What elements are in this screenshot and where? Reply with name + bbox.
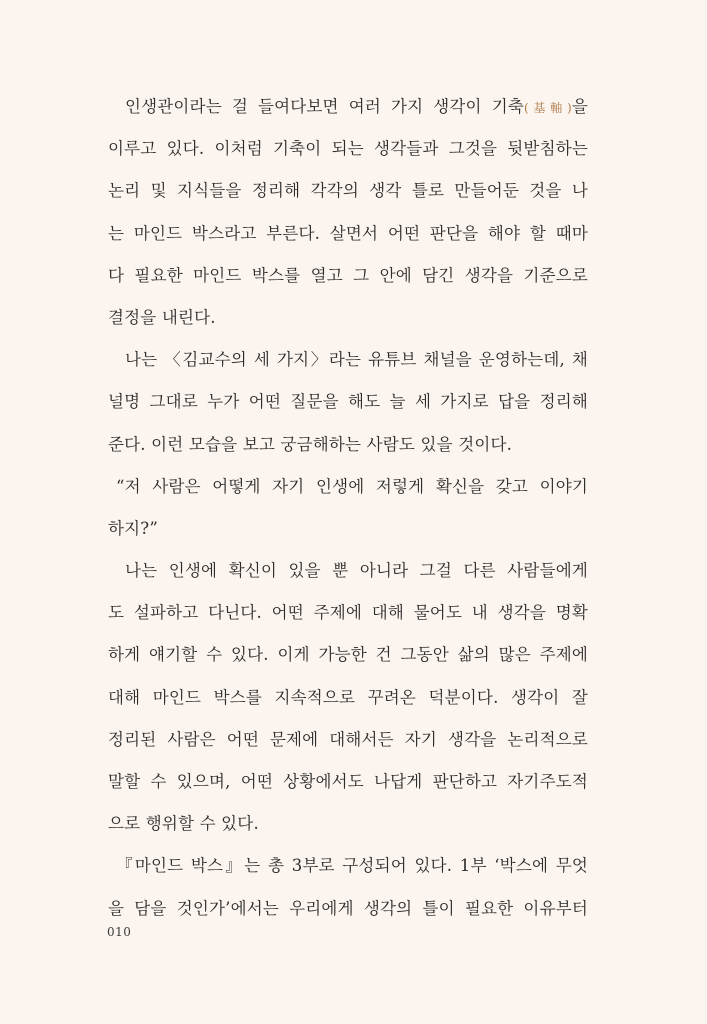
paragraph-line: 나는 인생에 확신이 있을 뿐 아니라 그걸 다른 사람들에게 <box>125 561 588 581</box>
paragraph-line: 다 필요한 마인드 박스를 열고 그 안에 담긴 생각을 기준으로 <box>108 265 588 285</box>
paragraph-line: 이루고 있다. 이처럼 기축이 되는 생각들과 그것을 뒷받침하는 <box>108 139 588 159</box>
paragraph-line: 하지?” <box>108 518 158 538</box>
paragraph-line: 준다. 이런 모습을 보고 궁금해하는 사람도 있을 것이다. <box>108 434 513 454</box>
page-number: 010 <box>107 925 132 939</box>
paragraph-line: 나는 〈김교수의 세 가지〉라는 유튜브 채널을 운영하는데, 채 <box>125 350 588 370</box>
paragraph-line: 결정을 내린다. <box>108 307 216 327</box>
paragraph-line: 논리 및 지식들을 정리해 각각의 생각 틀로 만들어둔 것을 나 <box>108 181 588 201</box>
paragraph-line: 인생관이라는 걸 들여다보면 여러 가지 생각이 기축(基軸)을 <box>125 97 588 116</box>
paragraph-line: 는 마인드 박스라고 부른다. 살면서 어떤 판단을 해야 할 때마 <box>108 223 588 243</box>
body-text <box>108 92 588 936</box>
paragraph-line: 정리된 사람은 어떤 문제에 대해서든 자기 생각을 논리적으로 <box>108 729 588 749</box>
paragraph-line: 말할 수 있으며, 어떤 상황에서도 나답게 판단하고 자기주도적 <box>108 772 588 791</box>
paragraph-line: 널명 그대로 누가 어떤 질문을 해도 늘 세 가지로 답을 정리해 <box>108 392 588 412</box>
paragraph-line: 을 담을 것인가’에서는 우리에게 생각의 틀이 필요한 이유부터 <box>108 898 588 918</box>
paragraph-line: 하게 얘기할 수 있다. 이게 가능한 건 그동안 삶의 많은 주제에 <box>108 645 588 665</box>
paragraph-line: 『마인드 박스』는 총 3부로 구성되어 있다. 1부 ‘박스에 무엇 <box>116 856 588 876</box>
paragraph-line: 도 설파하고 다닌다. 어떤 주제에 대해 물어도 내 생각을 명확 <box>108 603 588 623</box>
paragraph-line: “저 사람은 어떻게 자기 인생에 저렇게 확신을 갖고 이야기 <box>116 476 588 496</box>
paragraph-line: 으로 행위할 수 있다. <box>108 814 259 834</box>
paragraph-line: 대해 마인드 박스를 지속적으로 꾸려온 덕분이다. 생각이 잘 <box>108 687 588 707</box>
hanja-annotation: (基軸) <box>523 101 572 115</box>
